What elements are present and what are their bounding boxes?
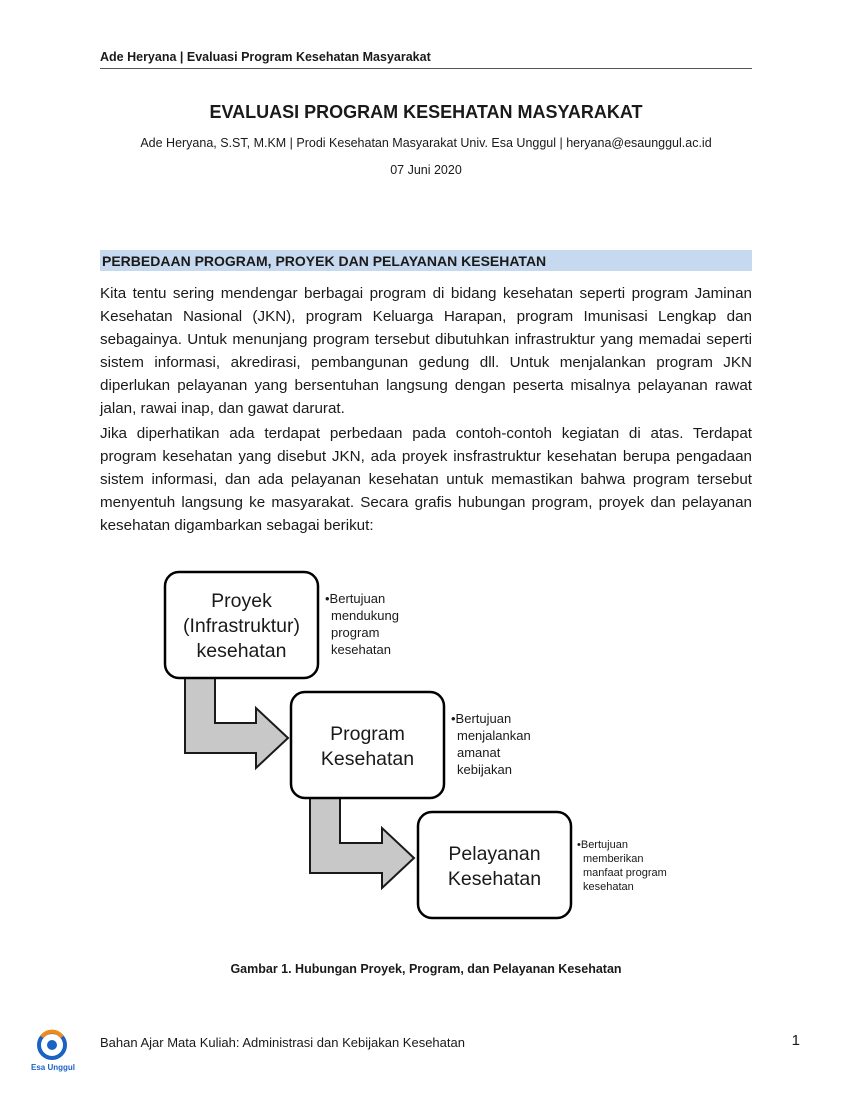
note-program-line-1: •Bertujuan [451,711,512,726]
box-proyek-line-1: Proyek [211,590,272,612]
section-heading: PERBEDAAN PROGRAM, PROYEK DAN PELAYANAN KESEHATAN [100,250,752,271]
note-proyek-line-1: •Bertujuan [325,591,386,606]
paragraph-2: Jika diperhatikan ada terdapat perbedaan pada contoh-contoh kegiatan di atas. Terdapat program kesehatan yang disebut JKN, ada proyek insfrastruktur kesehatan berupa pengadaan sistem informasi, dan ada pelayanan kesehatan untuk memastikan bahwa program tersebut menyentuh langsung ke masyarakat. Secara grafis hubungan program, proyek dan pelayanan kesehatan digambarkan sebagai berikut: [100,425,752,534]
logo-text: Esa Unggul [30,1063,76,1072]
note-program-line-4: kebijakan [457,762,512,777]
note-program-line-2: menjalankan [457,728,531,743]
note-pelayanan-line-2: memberikan [583,853,644,865]
box-program-line-2: Kesehatan [320,748,415,770]
note-pelayanan-line-3: manfaat program [583,867,667,879]
box-program-line-1: Program [330,723,405,745]
page-number: 1 [791,1032,800,1049]
arrow-proyek-to-program [185,678,288,768]
box-pelayanan-line-2: Kesehatan [447,868,542,890]
esa-unggul-logo [28,1028,78,1074]
relationship-diagram [150,560,710,930]
note-proyek-line-4: kesehatan [331,642,391,657]
footer-text: Bahan Ajar Mata Kuliah: Administrasi dan Kebijakan Kesehatan [100,1035,465,1050]
box-pelayanan [418,812,571,918]
note-pelayanan-line-4: kesehatan [583,881,634,893]
note-program-line-3: amanat [457,745,501,760]
running-header: Ade Heryana | Evaluasi Program Kesehatan Masyarakat [100,50,752,69]
box-proyek-line-2: (Infrastruktur) [182,615,301,637]
box-program [291,692,444,798]
box-pelayanan-line-1: Pelayanan [448,843,541,865]
document-date: 07 Juni 2020 [390,163,462,177]
note-pelayanan-line-1: •Bertujuan [577,839,628,851]
box-proyek-line-3: kesehatan [196,640,287,662]
author-line: Ade Heryana, S.ST, M.KM | Prodi Kesehatan Masyarakat Univ. Esa Unggul | heryana@esaunggul.ac.id [140,136,712,150]
paragraph-1: Kita tentu sering mendengar berbagai program di bidang kesehatan seperti program Jaminan Kesehatan Nasional (JKN), program Keluarga Harapan, program Imunisasi Lengkap dan sebagainya. Untuk menunjang program tersebut dibutuhkan infrastruktur yang memadai seperti sistem informasi, akredirasi, pembangunan gedung dll. Untuk menjalankan program JKN diperlukan pelayanan yang bersentuhan langsung dengan peserta misalnya pelayanan rawat jalan, rawai inap, dan gawat darurat. [100,285,752,417]
note-proyek-line-3: program [331,625,380,640]
note-proyek-line-2: mendukung [331,608,399,623]
document-title: EVALUASI PROGRAM KESEHATAN MASYARAKAT [209,102,643,122]
arrow-program-to-pelayanan [310,798,414,888]
figure-caption: Gambar 1. Hubungan Proyek, Program, dan Pelayanan Kesehatan [230,962,622,976]
